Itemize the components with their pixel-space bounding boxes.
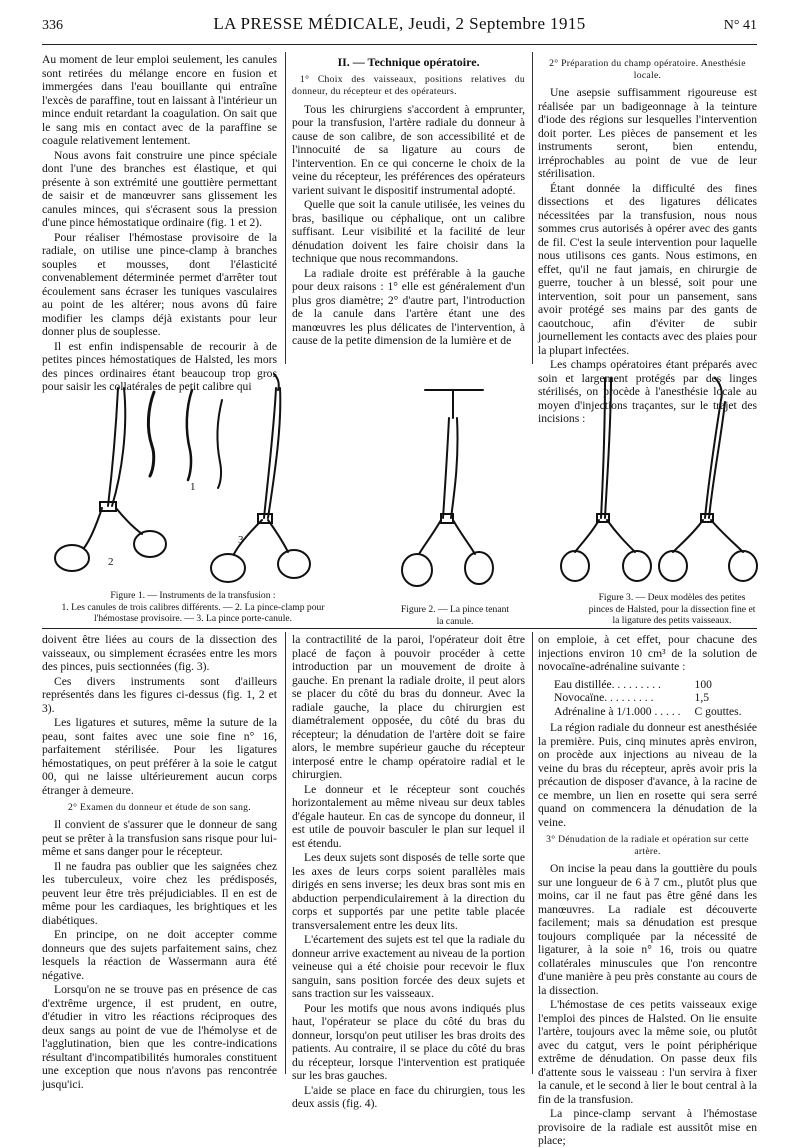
- paragraph: Ces divers instruments sont d'ailleurs représentés dans les figures ci-dessus (fig. 1, 2 et 3).: [42, 674, 277, 715]
- paragraph: Quelle que soit la canule utilisée, les veines du bras, basilique ou céphalique, ont un calibre suffisant. Leur visibilité et la facilité de leur dénudation doivent les faire choisir dans la technique que nous recommandons.: [292, 198, 525, 265]
- recipe-ingredient: Adrénaline à 1/1.000 . . . . .: [554, 704, 681, 718]
- figure-1-caption: [48, 590, 338, 625]
- recipe-table: [554, 678, 746, 719]
- figure-1-label-2: 2: [108, 556, 114, 568]
- paragraph: Lorsqu'on ne se trouve pas en présence de cas d'extrême urgence, il est prudent, en outre, d'étudier in vitro les réactions réciproques des deux sangs au point de vue de l'hémolyse et de l'agglutination, bien que les contre-indications résultant d'incompatibilités humorales constituent une exception que nous n'avons pas rencontrée jusqu'ici.: [42, 983, 277, 1091]
- paragraph: L'aide se place en face du chirurgien, tous les deux assis (fig. 4).: [292, 1083, 525, 1110]
- paragraph: Une asepsie suffisamment rigoureuse est réalisée par un badigeonnage à la teinture d'iode des régions sur lesquelles l'intervention doit porter. Les pièces de pansement et les instruments seront, bien entendu, irréprochables au point de vue de leur stérilisation.: [538, 86, 757, 180]
- pince-porte-canule: [211, 374, 310, 582]
- column-3-top: [538, 53, 757, 425]
- figure-1-caption-title: Figure 1. — Instruments de la transfusion :: [110, 590, 276, 601]
- cannula-large: [148, 392, 154, 476]
- header-rule: [42, 44, 757, 45]
- figure-1-label-3: 3: [238, 534, 244, 546]
- column-3-bottom: [538, 633, 757, 1147]
- paragraph: Il convient de s'assurer que le donneur de sang peut se prêter à la transfusion sans risque pour lui-même et sans danger pour le récepteur.: [42, 818, 277, 858]
- figure-1-label-1: 1: [190, 481, 196, 493]
- column-2-bottom: [292, 633, 525, 1110]
- paragraph: L'écartement des sujets est tel que la radiale du donneur arrive exactement au niveau de la portion veineuse qui a été choisie pour recevoir le flux sanguin, sans position forcée des deux sujets et sans traction sur les vaisseaux.: [292, 933, 525, 1000]
- subsection-heading: 2° Examen du donneur et étude de son sang.: [68, 802, 251, 813]
- paragraph: doivent être liées au cours de la dissection des vaisseaux, ou simplement écrasées entre les mors des pinces, puis sectionnées (fig. 3).: [42, 633, 277, 673]
- figure-1-caption-body: 1. Les canules de trois calibres différents. — 2. La pince-clamp pour l'hémostase provisoire. — 3. La pince porte-canule.: [61, 601, 325, 624]
- paragraph: la contractilité de la paroi, l'opérateur doit être placé de façon à pouvoir procéder à cette introduction par un mouvement de droite à gauche. En prenant la radiale droite, il peut alors se placer du côté du bras du donneur. Avec la radiale gauche, la place du chirurgien est diamétralement opposée, du côté du bras du récepteur; la dénudation de l'artère doit se faire alors, le membre supérieur gauche du récepteur interposé entre le champ opératoire radial et le chirurgien.: [292, 633, 525, 781]
- recipe-row: [554, 705, 746, 719]
- cannula-medium: [187, 390, 192, 480]
- paragraph: Pour les motifs que nous avons indiqués plus haut, l'opérateur se place du côté du bras du donneur, lorsqu'on peut utiliser les bras droits des patients. Au contraire, il se place du côté du bras du récepteur, lorsque l'intervention est pratiquée sur les bras gauches.: [292, 1001, 525, 1082]
- paragraph: on emploie, à cet effet, pour chacune des injections environ 10 cm³ de la solution de novocaïne-adrénaline suivante :: [538, 633, 757, 673]
- column-1-bottom: [42, 633, 277, 1091]
- subsection-heading: 2° Préparation du champ opératoire. Anesthésie locale.: [549, 58, 746, 81]
- recipe-row: [554, 691, 746, 705]
- subsection-heading: 3° Dénudation de la radiale et opération sur cette artère.: [546, 834, 749, 857]
- paragraph: Les deux sujets sont disposés de telle sorte que les axes de leurs corps soient parallèles mais dirigés en sens inverse; les deux bras sont mis en abduction perpendiculairement à la direction du corps et supportés par une petite table placée transversalement entre les deux lits.: [292, 851, 525, 932]
- subsection-heading: 1° Choix des vaisseaux, positions relatives du donneur, du récepteur et des opérateurs.: [292, 73, 525, 97]
- column-divider: [285, 52, 286, 364]
- recipe-amount: 1,5: [694, 691, 710, 704]
- section-heading: II. — Technique opératoire.: [337, 55, 480, 69]
- paragraph: L'hémostase de ces petits vaisseaux exige l'emploi des pinces de Halsted. On lie ensuite l'artère, toujours avec la même soie, ou plutôt avec du catgut, vers le point périphérique extrême de dénudation. On passe deux fils d'attente sous le vaisseau : l'un servira à fixer la canule, et le second à lier le bout central à la fin de la transfusion.: [538, 998, 757, 1106]
- figure-3-pinces-halsted: [565, 368, 760, 590]
- recipe-ingredient: Eau distillée. . . . . . . . .: [554, 677, 661, 691]
- journal-title: LA PRESSE MÉDICALE, Jeudi, 2 Septembre 1915: [213, 14, 586, 33]
- paragraph: La radiale droite est préférable à la gauche pour deux raisons : 1° elle est généralement d'un plus gros diamètre; 2° d'autre part, l'introduction de la canule dans l'artère étant une des manœuvres les plus délicates de l'intervention, à cause de la petite dimension de la lumière et de: [292, 266, 525, 347]
- paragraph: En principe, on ne doit accepter comme donneurs que des sujets parfaitement sains, chez lesquels la réaction de Wassermann aura été négative.: [42, 928, 277, 982]
- recipe-ingredient: Novocaïne. . . . . . . . .: [554, 691, 654, 704]
- recipe-amount: C gouttes.: [694, 704, 742, 718]
- figure-2-caption: Figure 2. — La pince tenant la canule.: [400, 604, 510, 627]
- column-divider: [532, 52, 533, 364]
- paragraph: La pince-clamp servant à l'hémostase provisoire de la radiale est aussitôt mise en place;: [538, 1107, 757, 1147]
- column-2-top: [292, 53, 525, 363]
- paragraph: Le donneur et le récepteur sont couchés horizontalement au même niveau sur deux tables d'égale hauteur. En cas de syncope du donneur, il est utile de pouvoir basculer le plan sur lequel il est étendu.: [292, 782, 525, 850]
- paragraph: Pour réaliser l'hémostase provisoire de la radiale, on utilise une pince-clamp à branches souples et mousses, dont l'élasticité convenablement déterminée permet d'arrêter tout écoulement sans écraser les tuniques vasculaires au point de les altérer; nous avons dû faire modifier les clamps déjà existants pour leur donner plus de souplesse.: [42, 230, 277, 338]
- paragraph: Les champs opératoires étant préparés avec soin et largement protégés par des linges stérilisés, on procède à l'anesthésie locale au moyen d'injections traçantes, sur le trajet des incisions :: [538, 358, 757, 425]
- figure-3-caption: Figure 3. — Deux modèles des petites pinces de Halsted, pour la dissection fine et la ligature des petits vaisseaux.: [588, 592, 756, 626]
- paragraph: Nous avons fait construire une pince spéciale dont l'une des branches est élastique, et qui présente à son extrémité une gouttière permettant de saisir et de manœuvrer sans glissement les canules minces, qui s'écrasent sous la pression d'une pince hémostatique ordinaire (fig. 1 et 2).: [42, 148, 277, 229]
- page-number: 336: [42, 18, 63, 33]
- paragraph: Les ligatures et sutures, même la suture de la peau, sont faites avec une soie fine n° 16, parfaitement stérilisée. Pour les ligatures hémostatiques, on peut préférer à la soie le catgut 00, qui ne laisse ultérieurement aucun corps étranger à demeure.: [42, 716, 277, 797]
- column-divider: [285, 632, 286, 1074]
- recipe-row: [554, 678, 746, 692]
- paragraph: Tous les chirurgiens s'accordent à emprunter, pour la transfusion, l'artère radiale du donneur à cause de son calibre, de son accessibilité et de l'innocuité de sa ligature au cours de l'intervention. En ce qui concerne le choix de la veine du récepteur, les préférences des opérateurs varient suivant le dispositif instrumental adopté.: [292, 102, 525, 197]
- column-1-top: [42, 53, 277, 393]
- figure-1-instruments: [42, 368, 337, 590]
- column-divider: [532, 632, 533, 1074]
- paragraph: La région radiale du donneur est anesthésiée la première. Puis, cinq minutes après environ, on procède aux injections au niveau de la veine du bras du récepteur, après avoir pris la précaution de disposer d'avance, à la racine de ce membre, un lien en rosette qui sera serré quand on commencera la dénudation de la veine.: [538, 721, 757, 829]
- paragraph: Il ne faudra pas oublier que les saignées chez les tuberculeux, voire chez les prédisposés, peuvent leur être très préjudiciables. Il en est de même pour les cardiaques, les brightiques et les diabétiques.: [42, 859, 277, 927]
- figures-rule: [42, 628, 757, 629]
- cannula-small: [218, 400, 222, 488]
- paragraph: Au moment de leur emploi seulement, les canules sont retirées du mélange encore en fusion et immergées dans l'eau bouillante qui entraîne l'excès de paraffine, tout en laissant à l'intérieur un mince enduit retardant la coagulation. On sait que le sang mis en contact avec de la paraffine se coagule relativement lentement.: [42, 53, 277, 147]
- issue-number: N° 41: [723, 18, 757, 33]
- paragraph: Étant donnée la difficulté des fines dissections et des ligatures délicates nécessitées par la transfusion, nous nous sommes crus autorisés à opérer avec des gants de fil. C'est la seule intervention pour laquelle nous utilisons ces gants. Nous estimons, en effet, qu'il ne faut jamais, en chirurgie de guerre, toucher à un blessé, soit pour une intervention, soit pour un pansement, sans avoir protégé ses mains par des gants de caoutchouc, afin d'éviter de subir journellement les contacts avec des plaies pour la plupart infectées.: [538, 181, 757, 357]
- paragraph: On incise la peau dans la gouttière du pouls sur une longueur de 6 à 7 cm., plutôt plus que moins, car il ne faut pas être gêné dans les manœuvres. La radiale est découverte facilement; mais sa dénudation est presque toujours compliquée par la nécessité de ligaturer, à la soie n° 16, trois ou quatre collatérales minuscules que l'on rencontre d'une manière à peu près constante au cours de la dissection.: [538, 862, 757, 997]
- recipe-amount: 100: [694, 677, 712, 691]
- figure-2-pince-canule: [395, 378, 505, 600]
- page-header: [42, 14, 757, 40]
- paragraph: Il est enfin indispensable de recourir à de petites pinces hémostatiques de Halsted, les mors des pinces ordinaires étant beaucoup trop gros pour saisir les collatérales de petit calibre qui: [42, 339, 277, 393]
